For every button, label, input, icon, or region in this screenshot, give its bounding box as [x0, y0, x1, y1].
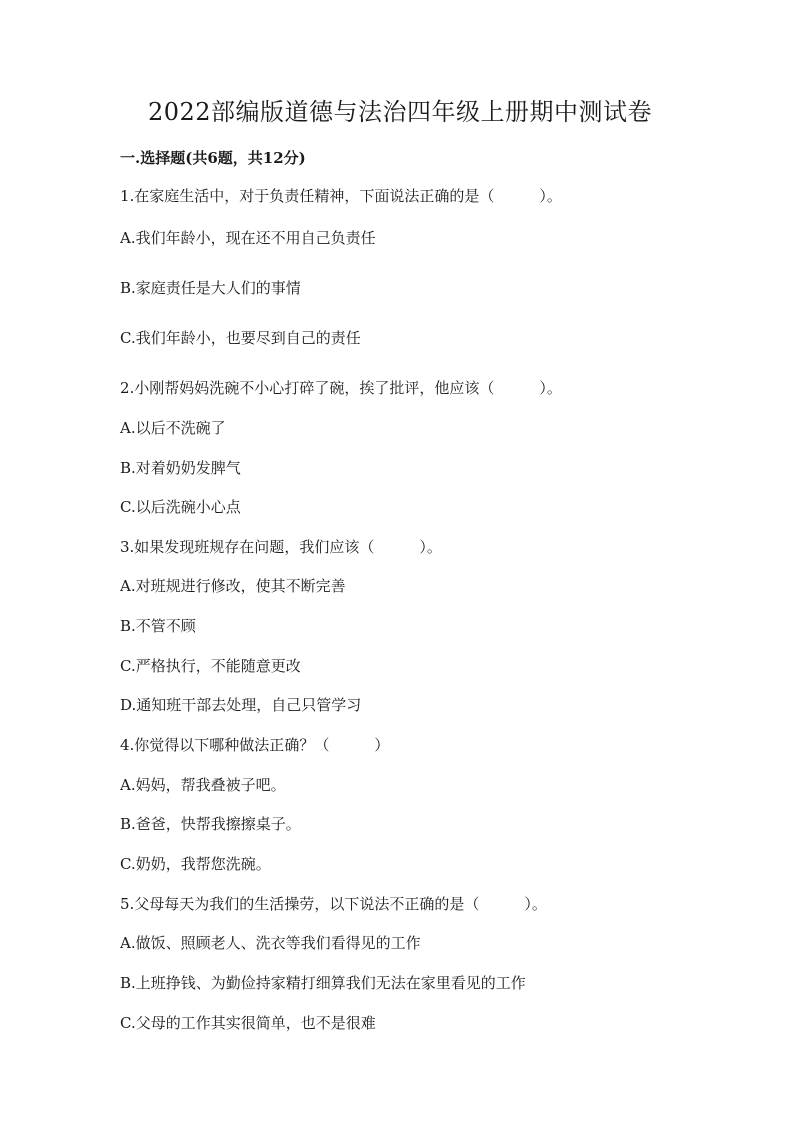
- question-4-option-a: A.妈妈，帮我叠被子吧。: [120, 776, 286, 794]
- question-1-option-a: A.我们年龄小，现在还不用自己负责任: [120, 229, 376, 247]
- question-5-option-b: B.上班挣钱、为勤俭持家精打细算我们无法在家里看见的工作: [120, 974, 526, 992]
- question-3-stem: 3.如果发现班规存在问题，我们应该（ ）。: [120, 538, 442, 556]
- question-1-option-c: C.我们年龄小，也要尽到自己的责任: [120, 329, 361, 347]
- question-1-option-b: B.家庭责任是大人们的事情: [120, 279, 301, 297]
- question-2-option-b: B.对着奶奶发脾气: [120, 459, 241, 477]
- question-2-option-a: A.以后不洗碗了: [120, 419, 226, 437]
- question-2-option-c: C.以后洗碗小心点: [120, 498, 241, 516]
- question-3-option-d: D.通知班干部去处理，自己只管学习: [120, 696, 362, 714]
- question-5-option-a: A.做饭、照顾老人、洗衣等我们看得见的工作: [120, 934, 421, 952]
- question-5-stem: 5.父母每天为我们的生活操劳，以下说法不正确的是（ ）。: [120, 895, 547, 913]
- question-3-option-b: B.不管不顾: [120, 617, 196, 635]
- page-title: 2022部编版道德与法治四年级上册期中测试卷: [147, 98, 653, 126]
- question-1-stem: 1.在家庭生活中，对于负责任精神，下面说法正确的是（ ）。: [120, 187, 562, 205]
- question-5-option-c: C.父母的工作其实很简单，也不是很难: [120, 1014, 376, 1032]
- question-4-stem: 4.你觉得以下哪种做法正确？（ ）: [120, 736, 390, 754]
- section-heading: 一.选择题(共6题，共12分): [120, 149, 306, 167]
- question-4-option-b: B.爸爸，快帮我擦擦桌子。: [120, 815, 301, 833]
- question-3-option-a: A.对班规进行修改，使其不断完善: [120, 577, 346, 595]
- question-2-stem: 2.小刚帮妈妈洗碗不小心打碎了碗，挨了批评，他应该（ ）。: [120, 379, 562, 397]
- question-4-option-c: C.奶奶，我帮您洗碗。: [120, 855, 271, 873]
- question-3-option-c: C.严格执行，不能随意更改: [120, 657, 301, 675]
